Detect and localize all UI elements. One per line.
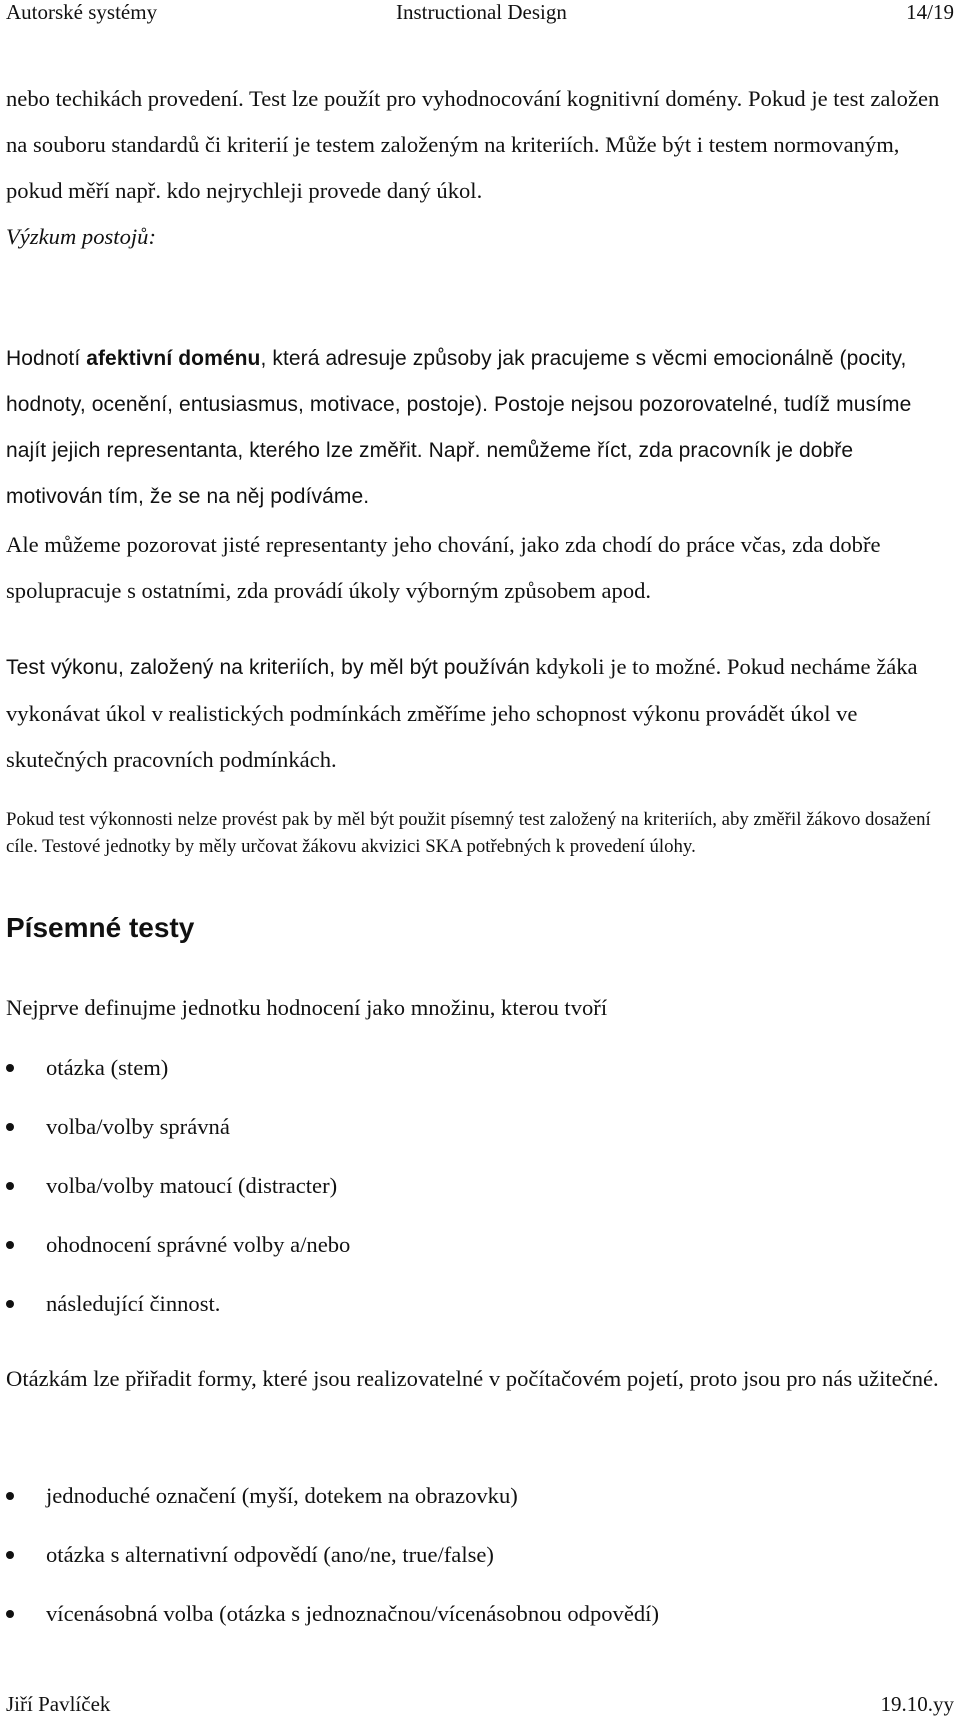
paragraph-affective-domain [6,336,954,520]
footer-date: 19.10.yy [880,1692,954,1716]
header-page-number: 14/19 [906,0,954,24]
header-course-title: Autorské systémy [6,0,158,24]
paragraph-test-usage [6,76,954,260]
list-item: otázka s alternativní odpovědí (ano/ne, true/false) [6,1537,954,1596]
list-item: volba/volby matoucí (distracter) [6,1168,954,1227]
text-span-serif: kdykoli je to možné. Pokud necháme žáka vykonávat úkol v realistických podmínkách změříme jeho schopnost výkonu provádět úkol ve skutečných pracovních podmínkách. [6,654,918,772]
header-topic: Instructional Design [396,0,567,24]
bullet-list-question-forms [6,1478,954,1655]
paragraph-unit-definition: Nejprve definujme jednotku hodnocení jako množinu, kterou tvoří [6,995,608,1020]
text-span: Hodnotí [6,347,87,370]
list-item: následující činnost. [6,1286,954,1345]
bold-term: afektivní doménu [86,347,261,370]
footer-author: Jiří Pavlíček [6,1692,111,1716]
bullet-list-unit-parts [6,1050,954,1345]
page-footer [6,1692,954,1720]
paragraph-written-test-note: Pokud test výkonnosti nelze provést pak by měl být použit písemný test založený na kriteriích, aby změřil žákovo dosažení cíle. Testové jednotky by měly určovat žákovu akvizici SKA potřebných k provedení úlohy. [6,809,931,857]
paragraph-question-forms: Otázkám lze přiřadit formy, které jsou realizovatelné v počítačovém pojetí, proto jsou pro nás užitečné. [6,1366,939,1391]
list-item: otázka (stem) [6,1050,954,1109]
list-item: vícenásobná volba (otázka s jednoznačnou/vícenásobnou odpovědí) [6,1596,954,1655]
paragraph-performance-test [6,644,954,783]
page-header [6,0,954,26]
text-span-sans: Test výkonu, založený na kriteriích, by měl být používán [6,656,530,679]
paragraph-representatives: Ale můžeme pozorovat jisté representanty jeho chování, jako zda chodí do práce včas, zda dobře spolupracuje s ostatními, zda provádí úkoly výborným způsobem apod. [6,532,881,603]
section-title-attitude-research: Výzkum postojů: [6,224,156,249]
list-item: volba/volby správná [6,1109,954,1168]
section-heading-written-tests: Písemné testy [6,912,195,943]
list-item: jednoduché označení (myší, dotekem na obrazovku) [6,1478,954,1537]
text-span: , která adresuje způsoby jak pracujeme s věcmi emocionálně (pocity, hodnoty, ocenění, entusiasmus, motivace, postoje). Postoje nejsou pozorovatelné, tudíž musíme najít jejich representanta, kterého lze změřit. Např. nemůžeme říct, zda pracovník je dobře motivován tím, že se na něj podíváme. [6,347,912,508]
paragraph-text: nebo techikách provedení. Test lze použít pro vyhodnocování kognitivní domény. Pokud je test založen na souboru standardů či kriterií je testem založeným na kriteriích. Může být i testem normovaným, pokud měří např. kdo nejrychleji provede daný úkol. [6,86,940,203]
list-item: ohodnocení správné volby a/nebo [6,1227,954,1286]
